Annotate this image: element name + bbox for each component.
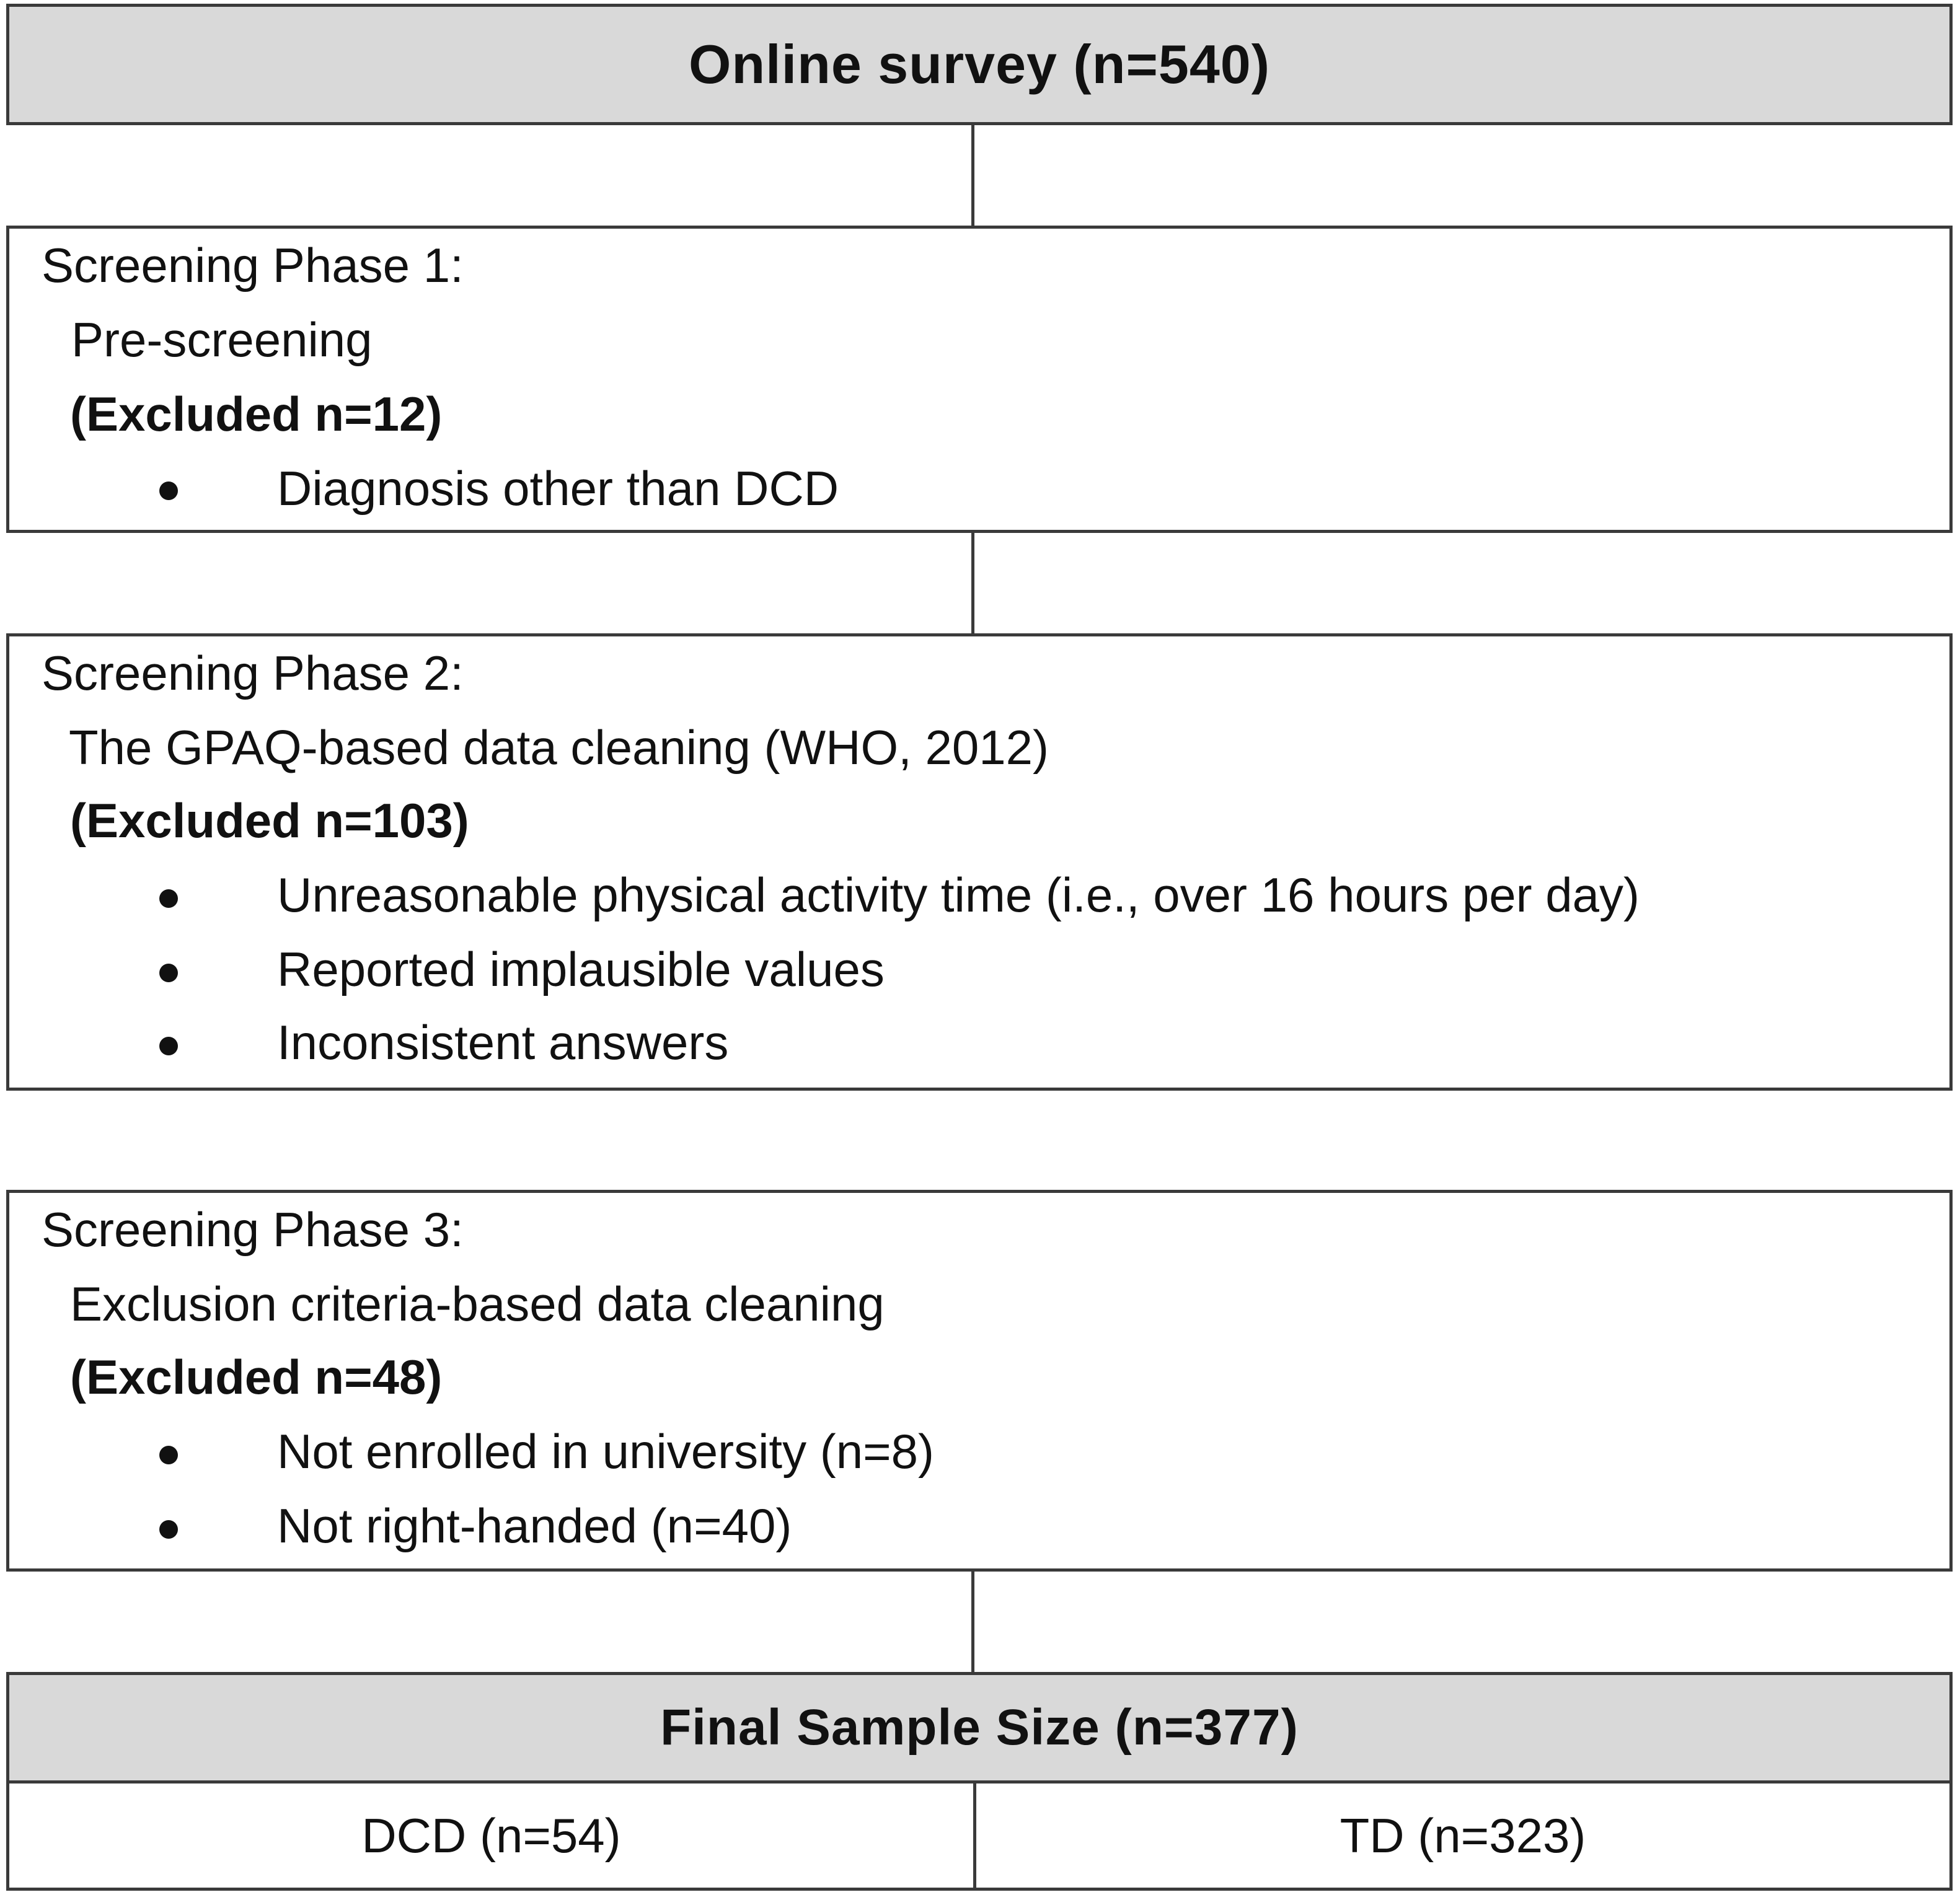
group-dcd: DCD (n=54) — [361, 1808, 621, 1863]
bullet-icon — [159, 1037, 178, 1055]
connector-phase3-final — [971, 1572, 974, 1673]
phase-3-heading: Screening Phase 3: — [42, 1202, 464, 1257]
phase-3-item: Not enrolled in university (n=8) — [277, 1424, 935, 1479]
connector-phase1-phase2 — [971, 533, 974, 635]
final-sample-title: Final Sample Size (n=377) — [660, 1699, 1299, 1756]
phase-2-item: Reported implausible values — [277, 942, 885, 996]
phase-1-heading: Screening Phase 1: — [42, 238, 464, 292]
group-td: TD (n=323) — [1340, 1808, 1586, 1863]
phase-2-item: Unreasonable physical activity time (i.e., over 16 hours per day) — [277, 868, 1640, 922]
phase-3-item: Not right-handed (n=40) — [277, 1498, 792, 1553]
bullet-icon — [159, 482, 178, 500]
bullet-icon — [159, 964, 178, 982]
phase-1-description: Pre-screening — [71, 312, 373, 367]
online-survey-box — [6, 4, 1953, 125]
phase-2-heading: Screening Phase 2: — [42, 646, 464, 700]
phase-3-excluded-count: (Excluded n=48) — [70, 1350, 443, 1404]
phase-2-excluded-count: (Excluded n=103) — [70, 793, 469, 848]
final-groups-row — [6, 1780, 1953, 1891]
connector-start-phase1 — [971, 125, 974, 227]
final-sample-box — [6, 1672, 1953, 1783]
phase-2-item: Inconsistent answers — [277, 1015, 729, 1070]
bullet-icon — [159, 1520, 178, 1539]
bullet-icon — [159, 889, 178, 908]
phase-2-description: The GPAQ-based data cleaning (WHO, 2012) — [69, 720, 1049, 775]
bullet-icon — [159, 1446, 178, 1464]
online-survey-title: Online survey (n=540) — [688, 33, 1271, 95]
phase-1-item: Diagnosis other than DCD — [277, 461, 839, 516]
screening-phase-2-box — [6, 633, 1953, 1091]
screening-phase-1-box — [6, 226, 1953, 533]
screening-phase-3-box — [6, 1190, 1953, 1572]
phase-3-description: Exclusion criteria-based data cleaning — [70, 1277, 885, 1331]
phase-1-excluded-count: (Excluded n=12) — [70, 387, 443, 441]
